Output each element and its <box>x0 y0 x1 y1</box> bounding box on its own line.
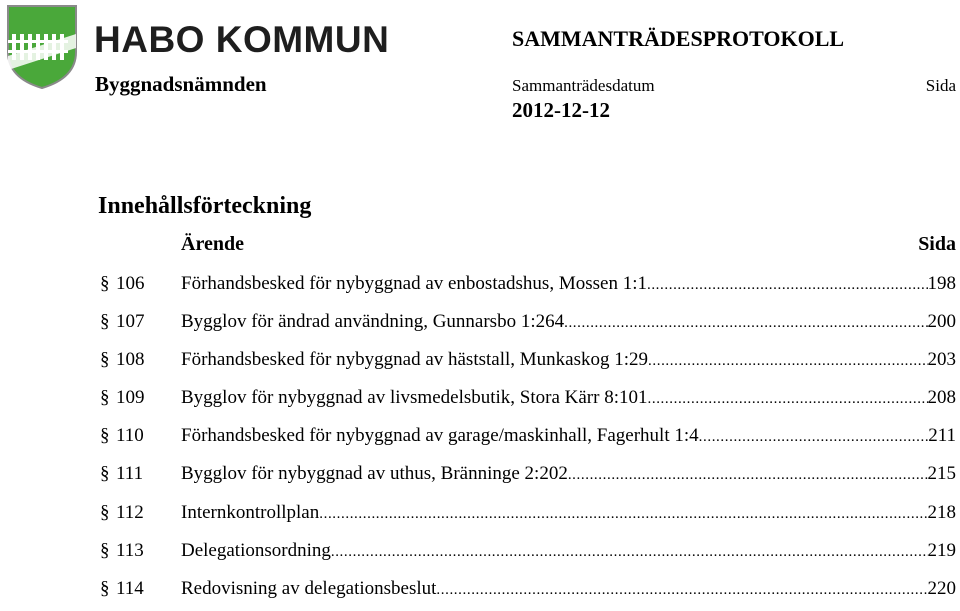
item-title: Förhandsbesked för nybyggnad av häststall, Munkaskog 1:29 <box>181 349 649 371</box>
section-symbol: § <box>100 463 110 485</box>
page-label: Sida <box>925 76 956 95</box>
section-symbol: § <box>100 425 110 447</box>
item-page: 218 <box>927 501 956 523</box>
toc-list <box>0 268 960 611</box>
item-page: 200 <box>927 311 956 333</box>
coat-of-arms-logo-icon <box>6 4 78 90</box>
dot-leader <box>331 536 928 568</box>
toc-item <box>0 306 960 344</box>
item-page: 211 <box>928 425 956 447</box>
section-symbol: § <box>100 577 110 599</box>
toc-item <box>0 268 960 306</box>
toc-heading: Innehållsförteckning <box>98 193 312 219</box>
item-number: 108 <box>116 349 145 371</box>
item-title: Internkontrollplan <box>181 501 320 523</box>
item-number: 110 <box>116 425 144 447</box>
item-number: 113 <box>116 539 144 561</box>
meeting-date-label: Sammanträdesdatum <box>512 76 655 95</box>
document-type: SAMMANTRÄDESPROTOKOLL <box>512 26 845 51</box>
item-title: Bygglov för ändrad användning, Gunnarsbo 1:264 <box>181 311 565 333</box>
item-title: Förhandsbesked för nybyggnad av enbostadshus, Mossen 1:1 <box>181 273 647 294</box>
toc-column-page: Sida <box>918 233 956 255</box>
dot-leader <box>564 307 927 339</box>
item-number: 112 <box>116 501 144 523</box>
toc-item <box>0 497 960 535</box>
section-symbol: § <box>100 273 110 294</box>
department-name: Byggnadsnämnden <box>95 72 267 96</box>
item-page: 215 <box>927 463 956 485</box>
toc-item <box>0 344 960 382</box>
toc-item <box>0 535 960 573</box>
item-page: 208 <box>927 387 956 409</box>
dot-leader <box>648 345 927 377</box>
toc-column-matter: Ärende <box>181 233 244 255</box>
dot-leader <box>699 421 929 453</box>
item-number: 106 <box>116 273 145 294</box>
meeting-date-value: 2012-12-12 <box>512 98 610 122</box>
item-title: Bygglov för nybyggnad av uthus, Bränninge 2:202 <box>181 463 568 485</box>
dot-leader <box>436 574 927 606</box>
item-page: 220 <box>927 577 956 599</box>
toc-item <box>0 458 960 496</box>
item-number: 111 <box>116 463 144 485</box>
item-title: Redovisning av delegationsbeslut <box>181 577 437 599</box>
item-title: Bygglov för nybyggnad av livsmedelsbutik, Stora Kärr 8:101 <box>181 387 648 409</box>
section-symbol: § <box>100 539 110 561</box>
item-number: 114 <box>116 577 144 599</box>
item-page: 198 <box>927 273 956 294</box>
municipality-name: HABO KOMMUN <box>94 19 390 60</box>
dot-leader <box>319 498 927 530</box>
section-symbol: § <box>100 311 110 333</box>
toc-item <box>0 420 960 458</box>
item-number: 107 <box>116 311 145 333</box>
toc-item <box>0 382 960 420</box>
section-symbol: § <box>100 349 110 371</box>
toc-item <box>0 573 960 611</box>
item-title: Förhandsbesked för nybyggnad av garage/maskinhall, Fagerhult 1:4 <box>181 425 699 447</box>
dot-leader <box>647 269 928 301</box>
item-page: 203 <box>927 349 956 371</box>
section-symbol: § <box>100 387 110 409</box>
dot-leader <box>648 383 928 415</box>
item-number: 109 <box>116 387 145 409</box>
item-page: 219 <box>927 539 956 561</box>
dot-leader <box>568 459 928 491</box>
item-title: Delegationsordning <box>181 539 331 561</box>
section-symbol: § <box>100 501 110 523</box>
